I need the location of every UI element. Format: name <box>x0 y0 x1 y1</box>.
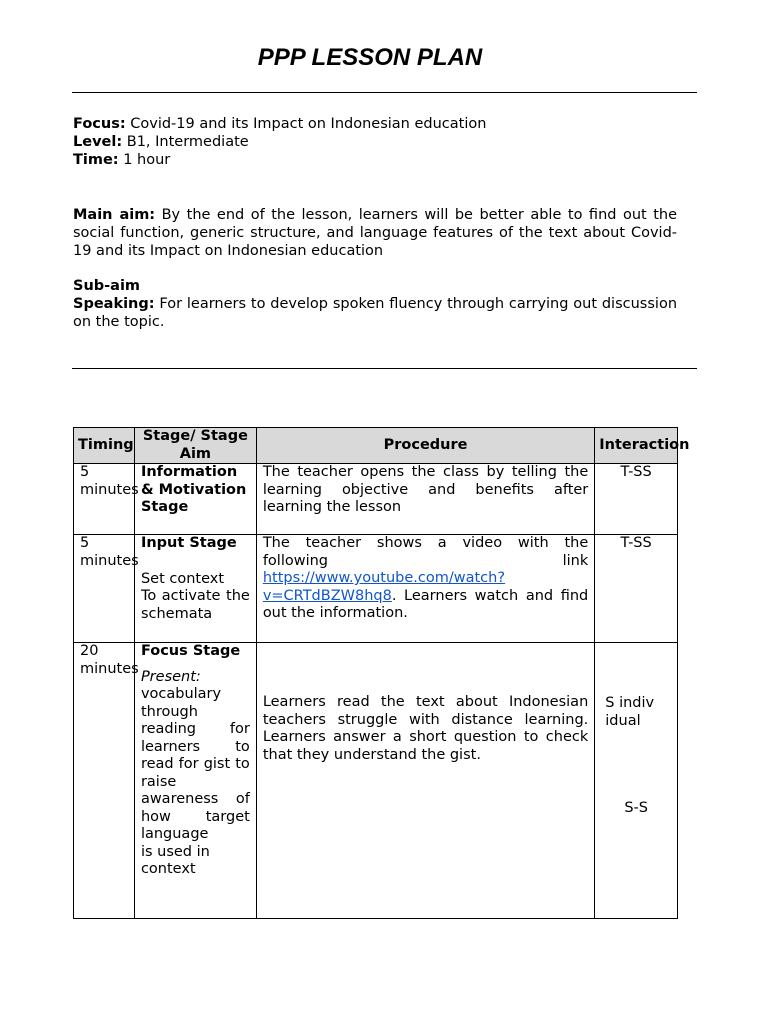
row2-procedure-pre: The teacher shows a video with the following link <box>262 535 589 569</box>
row2-stage <box>134 535 256 643</box>
row3-interaction <box>595 643 678 919</box>
row2-stage-sub1: Set context <box>140 570 225 587</box>
row3-procedure: Learners read the text about Indonesian teachers struggle with distance learning. Learners answer a short question to check that they understand the gist. <box>256 643 594 919</box>
page-title: PPP LESSON PLAN <box>257 44 483 71</box>
row2-stage-title: Input Stage <box>140 535 237 551</box>
row1-interaction: T-SS <box>595 464 678 535</box>
header-timing: Timing <box>74 428 135 464</box>
speaking-text: For learners to develop spoken fluency through carrying out discussion on the topic. <box>73 296 678 330</box>
lesson-info <box>73 115 677 169</box>
sub-aim-heading: Sub-aim <box>73 278 141 294</box>
row3-stage-title: Focus Stage <box>140 643 241 659</box>
main-aim-label: Main aim: <box>73 207 156 223</box>
header-procedure: Procedure <box>256 428 594 464</box>
row2-timing: 5 minutes <box>74 535 135 643</box>
row1-procedure: The teacher opens the class by telling the learning objective and benefits after learning the lesson <box>256 464 594 535</box>
row2-stage-sub2: To activate the schemata <box>140 588 250 622</box>
speaking-label: Speaking: <box>73 296 155 312</box>
video-link[interactable]: https://www.youtube.com/watch?v=CRTdBZW8hq8 <box>262 570 506 604</box>
time-value: 1 hour <box>123 152 171 168</box>
row2-procedure-post: . Learners watch and find out the information. <box>262 587 589 621</box>
header-interaction: Interaction <box>595 428 678 464</box>
level-line <box>73 133 677 151</box>
table-row <box>74 643 678 919</box>
row3-timing: 20 minutes <box>74 643 135 919</box>
header-stage: Stage/ Stage Aim <box>134 428 256 464</box>
main-aim <box>73 206 677 260</box>
level-value: B1, Intermediate <box>126 134 249 150</box>
table-header-row <box>74 428 678 464</box>
row2-interaction: T-SS <box>595 535 678 643</box>
focus-label: Focus: <box>73 116 126 132</box>
row3-stage <box>134 643 256 919</box>
time-line <box>73 151 677 169</box>
row3-stage-tail2: context <box>140 861 196 877</box>
lesson-plan-table <box>73 427 690 919</box>
row3-stage-detail: vocabulary through reading for learners to read for gist to raise awareness of how target language <box>140 686 250 842</box>
table-row <box>74 535 678 643</box>
level-label: Level: <box>73 134 123 150</box>
focus-value: Covid-19 and its Impact on Indonesian education <box>130 116 487 132</box>
main-aim-text: By the end of the lesson, learners will be better able to find out the social function, generic structure, and language features of the text about Covid-19 and its Impact on Indonesian education <box>73 207 678 259</box>
row2-procedure <box>256 535 594 643</box>
top-divider <box>72 92 697 93</box>
time-label: Time: <box>73 152 119 168</box>
row3-present-label: Present: <box>140 668 201 685</box>
bottom-divider <box>72 368 697 369</box>
table-row <box>74 464 678 535</box>
sub-aim-speaking <box>73 295 677 331</box>
row3-interaction-1: S individual <box>605 695 655 729</box>
row1-stage: Information & Motivation Stage <box>134 464 256 535</box>
row3-stage-tail1: is used in <box>140 843 210 860</box>
row3-interaction-2: S-S <box>624 800 648 816</box>
focus-line <box>73 115 677 133</box>
row1-timing: 5 minutes <box>74 464 135 535</box>
